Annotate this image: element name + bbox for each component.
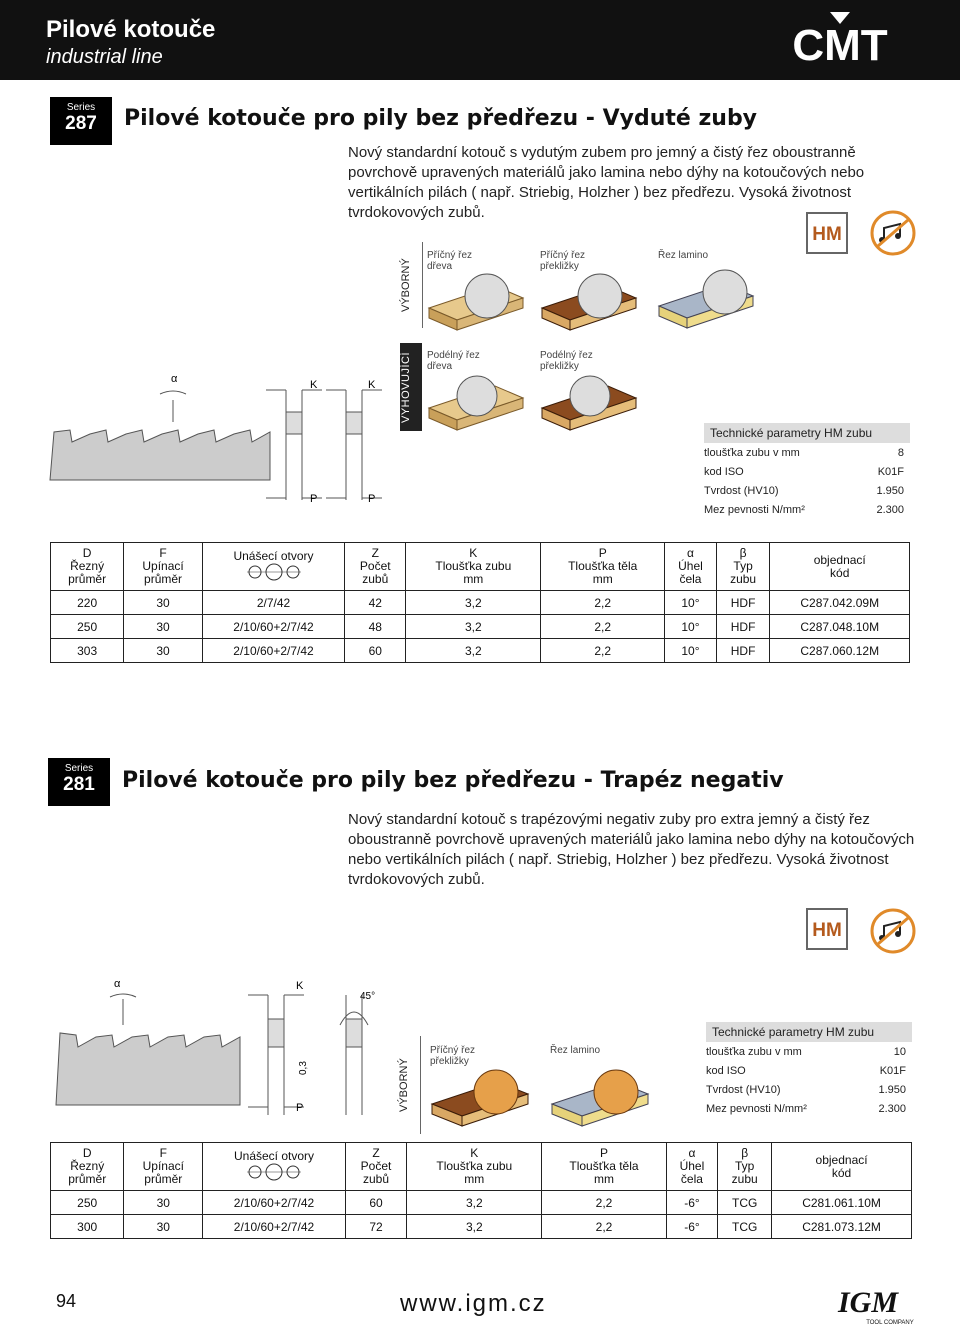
tech-params-title: Technické parametry HM zubu (706, 1022, 912, 1042)
table-cell: C281.073.12M (772, 1215, 912, 1239)
table-cell: 303 (51, 639, 124, 663)
table-cell: 60 (345, 1191, 406, 1215)
table-cell: 250 (51, 1191, 124, 1215)
tech-param-label: tloušťka zubu v mm (706, 1046, 802, 1058)
cut-label: Podélný řez překližky (540, 350, 593, 372)
tech-param-value: 2.300 (876, 504, 904, 516)
igm-logo (820, 1282, 916, 1328)
tech-param-value: K01F (879, 1065, 906, 1077)
table-row (51, 1191, 912, 1215)
table-cell: 2/10/60+2/7/42 (202, 639, 344, 663)
table-cell: -6° (666, 1191, 718, 1215)
tech-param-label: tloušťka zubu v mm (704, 447, 800, 459)
table-cell: C281.061.10M (772, 1191, 912, 1215)
pinholes-icon (247, 1163, 301, 1181)
table-cell: 220 (51, 591, 124, 615)
col-teeth: Z Počet zubů (345, 543, 406, 591)
series-badge-287 (50, 97, 112, 145)
cmt-logo (770, 10, 910, 70)
col-body: P Tloušťka těla mm (542, 1143, 666, 1191)
tech-params-box (706, 1022, 912, 1118)
spec-table-287 (50, 542, 910, 663)
cut-label: Podélný řez dřeva (427, 350, 480, 372)
cut-label: Příčný řez překližky (430, 1045, 476, 1067)
table-row (51, 591, 910, 615)
rating-excellent-label: VÝBORNÝ (400, 242, 423, 328)
col-hook-angle: α Úhel čela (666, 1143, 718, 1191)
series-label: Series (64, 763, 94, 774)
tooth-profile-diagram (40, 360, 400, 510)
table-cell: -6° (666, 1215, 718, 1239)
table-header-row (51, 543, 910, 591)
rating-suitable-label: VYHOVUJÍCÍ (400, 343, 422, 431)
col-pinholes: Unášecí otvory (202, 543, 344, 591)
col-kerf: K Tloušťka zubu mm (406, 543, 541, 591)
cmt-logo-text: CMT (792, 21, 888, 70)
table-cell: 2,2 (541, 639, 665, 663)
col-teeth: Z Počet zubů (345, 1143, 406, 1191)
col-body: P Tloušťka těla mm (541, 543, 665, 591)
k-label: K (296, 980, 304, 992)
table-cell: 3,2 (407, 1191, 542, 1215)
ripcut-wood-image (425, 368, 525, 432)
p-label: P (368, 493, 376, 505)
table-cell: HDF (716, 591, 770, 615)
table-cell: 3,2 (406, 615, 541, 639)
page-title: Pilové kotouče (46, 16, 216, 43)
table-cell: 48 (345, 615, 406, 639)
crosscut-wood-image (425, 268, 525, 332)
tech-params-title: Technické parametry HM zubu (704, 423, 910, 443)
low-noise-icon (870, 210, 916, 256)
alpha-label: α (114, 978, 121, 990)
laminate-cut-image (655, 266, 755, 332)
table-cell: 2,2 (541, 591, 665, 615)
table-cell: HDF (716, 615, 770, 639)
tech-param-row (704, 462, 910, 481)
col-tooth-type: β Typ zubu (716, 543, 770, 591)
tech-param-row (706, 1080, 912, 1099)
cut-label: Řez lamino (550, 1045, 601, 1056)
cut-label: Příčný řez dřeva (427, 250, 473, 272)
table-cell: 3,2 (407, 1215, 542, 1239)
tech-param-value: K01F (877, 466, 904, 478)
col-bore: F Upínací průměr (124, 1143, 203, 1191)
pinholes-icon (247, 563, 301, 581)
table-cell: 60 (345, 639, 406, 663)
table-cell: 2,2 (541, 615, 665, 639)
section-description: Nový standardní kotouč s trapézovými negativ zuby pro extra jemný a čistý řez oboustranně povrchově upravených materiálů jako lamina nebo dýhy na kotoučových nebo vertikálních pilách ( např. Striebig, Holzher ) bez předřezu. Vysoká životnost tvrdokovových zubů. (348, 811, 915, 888)
alpha-label: α (171, 373, 178, 385)
crosscut-plywood-image (538, 268, 638, 332)
chamfer-label: 0,3 (298, 1061, 309, 1075)
tech-param-value: 1.950 (876, 485, 904, 497)
crosscut-plywood-image (428, 1064, 532, 1130)
tech-param-label: kod ISO (704, 466, 744, 478)
section-title: Pilové kotouče pro pily bez předřezu - Vyduté zuby (124, 106, 758, 131)
col-diameter: D Řezný průměr (51, 543, 124, 591)
igm-logo-sub: TOOL COMPANY (866, 1320, 914, 1326)
table-cell: C287.048.10M (770, 615, 910, 639)
table-cell: 2/10/60+2/7/42 (203, 1191, 346, 1215)
table-cell: 300 (51, 1215, 124, 1239)
col-tooth-type: β Typ zubu (718, 1143, 772, 1191)
tech-param-row (704, 500, 910, 519)
series-label: Series (66, 102, 96, 113)
col-diameter: D Řezný průměr (51, 1143, 124, 1191)
table-cell: 2,2 (542, 1215, 666, 1239)
table-row (51, 639, 910, 663)
hm-icon: HM (806, 908, 848, 950)
igm-logo-text: IGM (837, 1286, 899, 1319)
section-title: Pilové kotouče pro pily bez předřezu - Trapéz negativ (122, 768, 784, 793)
footer-url[interactable]: www.igm.cz (400, 1290, 547, 1317)
tech-param-value: 8 (897, 447, 904, 459)
page-subtitle: industrial line (46, 46, 163, 68)
table-cell: 10° (665, 615, 717, 639)
col-hook-angle: α Úhel čela (665, 543, 717, 591)
table-header-row (51, 1143, 912, 1191)
table-cell: C287.042.09M (770, 591, 910, 615)
table-cell: TCG (718, 1191, 772, 1215)
tech-param-row (706, 1042, 912, 1061)
table-cell: 10° (665, 639, 717, 663)
tech-param-value: 2.300 (878, 1103, 906, 1115)
table-cell: 42 (345, 591, 406, 615)
spec-table-281 (50, 1142, 912, 1239)
p-label: P (310, 493, 318, 505)
table-cell: 30 (124, 639, 203, 663)
table-cell: 30 (124, 1191, 203, 1215)
table-cell: 3,2 (406, 591, 541, 615)
table-cell: 2/7/42 (202, 591, 344, 615)
k-label: K (368, 379, 376, 391)
ripcut-plywood-image (538, 368, 638, 432)
col-order-code: objednací kód (772, 1143, 912, 1191)
series-number: 281 (63, 774, 95, 795)
tech-param-label: Tvrdost (HV10) (706, 1084, 781, 1096)
col-order-code: objednací kód (770, 543, 910, 591)
tech-param-label: Mez pevnosti N/mm² (704, 504, 805, 516)
table-cell: 30 (124, 615, 203, 639)
series-badge-281 (48, 758, 110, 806)
col-bore: F Upínací průměr (124, 543, 203, 591)
tech-param-row (706, 1061, 912, 1080)
table-cell: 30 (124, 1215, 203, 1239)
cut-label: Řez lamino (658, 250, 709, 261)
table-cell: C287.060.12M (770, 639, 910, 663)
low-noise-icon (870, 908, 916, 954)
table-cell: 2,2 (542, 1191, 666, 1215)
laminate-cut-image (548, 1064, 652, 1130)
col-kerf: K Tloušťka zubu mm (407, 1143, 542, 1191)
table-cell: 250 (51, 615, 124, 639)
hm-icon: HM (806, 212, 848, 254)
table-cell: 2/10/60+2/7/42 (202, 615, 344, 639)
table-cell: 30 (124, 591, 203, 615)
angle-label: 45° (360, 991, 376, 1002)
table-cell: 2/10/60+2/7/42 (203, 1215, 346, 1239)
col-pinholes: Unášecí otvory (203, 1143, 346, 1191)
tech-param-label: Mez pevnosti N/mm² (706, 1103, 807, 1115)
k-label: K (310, 379, 318, 391)
table-cell: 10° (665, 591, 717, 615)
table-cell: 72 (345, 1215, 406, 1239)
tech-param-value: 1.950 (878, 1084, 906, 1096)
cut-label: Příčný řez překližky (540, 250, 586, 272)
trapezoid-tooth-diagram (40, 975, 390, 1125)
tech-param-row (704, 481, 910, 500)
p-label: P (296, 1102, 304, 1114)
table-cell: TCG (718, 1215, 772, 1239)
tech-param-label: kod ISO (706, 1065, 746, 1077)
series-number: 287 (65, 113, 97, 134)
tech-param-label: Tvrdost (HV10) (704, 485, 779, 497)
table-cell: 3,2 (406, 639, 541, 663)
rating-excellent-label: VÝBORNÝ (398, 1036, 421, 1134)
tech-param-value: 10 (893, 1046, 906, 1058)
tech-param-row (706, 1099, 912, 1118)
page-number: 94 (56, 1291, 77, 1311)
table-cell: HDF (716, 639, 770, 663)
section-description: Nový standardní kotouč s vydutým zubem pro jemný a čistý řez oboustranně povrchově upravených materiálů jako lamina nebo dýhy na kotoučových nebo vertikálních pilách ( např. Striebig, Holzher ) bez předřezu. Vysoká životnost tvrdokovových zubů. (348, 144, 865, 221)
table-row (51, 1215, 912, 1239)
tech-param-row (704, 443, 910, 462)
tech-params-box (704, 423, 910, 519)
table-row (51, 615, 910, 639)
